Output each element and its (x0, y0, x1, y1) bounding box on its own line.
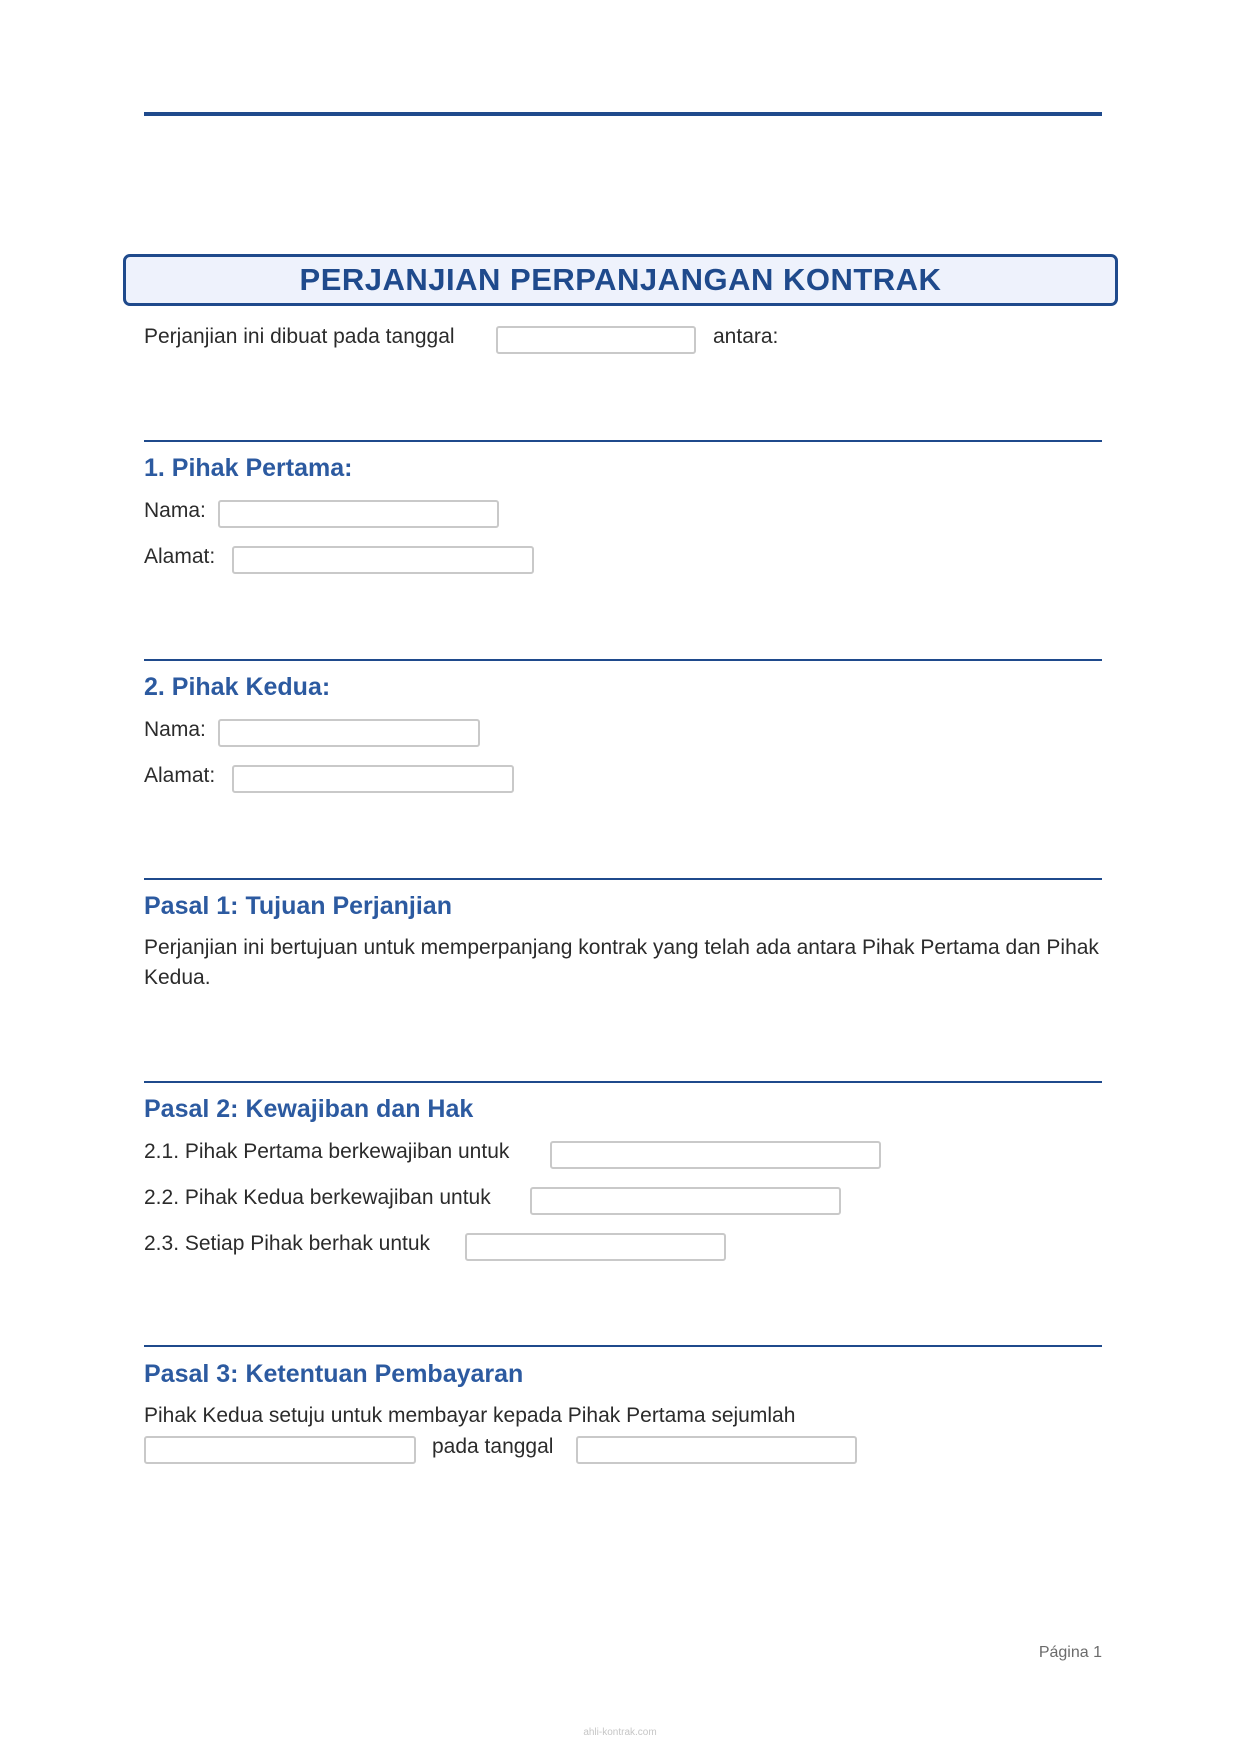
document-title: PERJANJIAN PERPANJANGAN KONTRAK (299, 262, 942, 297)
pasal3-text: Pihak Kedua setuju untuk membayar kepada Pihak Pertama sejumlah (144, 1404, 796, 1427)
party1-name-field[interactable] (218, 500, 499, 528)
party1-name-label: Nama: (144, 499, 206, 522)
party1-address-label: Alamat: (144, 545, 216, 568)
page-number: Página 1 (1038, 1644, 1102, 1661)
payment-date-label: pada tanggal (432, 1435, 554, 1458)
party2-heading: 2. Pihak Kedua: (144, 673, 331, 701)
pasal2-item1-label: 2.1. Pihak Pertama berkewajiban untuk (144, 1140, 510, 1163)
footer-url: ahli-kontrak.com (583, 1727, 657, 1738)
pasal2-item2-field[interactable] (530, 1187, 841, 1215)
agreement-date-field[interactable] (496, 326, 696, 354)
intro-text: Perjanjian ini dibuat pada tanggal (144, 325, 455, 348)
pasal1-text: Perjanjian ini bertujuan untuk memperpanjang kontrak yang telah ada antara Pihak Pertama dan Pihak Kedua. (144, 936, 1099, 989)
pasal2-item2-label: 2.2. Pihak Kedua berkewajiban untuk (144, 1186, 491, 1209)
payment-date-field[interactable] (576, 1436, 857, 1464)
title-box (123, 254, 1118, 306)
party1-heading: 1. Pihak Pertama: (144, 454, 353, 482)
section-divider (144, 878, 1102, 880)
pasal3-heading: Pasal 3: Ketentuan Pembayaran (144, 1360, 524, 1388)
party2-name-field[interactable] (218, 719, 480, 747)
section-divider (144, 1345, 1102, 1347)
pasal2-item3-label: 2.3. Setiap Pihak berhak untuk (144, 1232, 431, 1255)
pasal2-item3-field[interactable] (465, 1233, 726, 1261)
payment-amount-field[interactable] (144, 1436, 416, 1464)
party2-address-field[interactable] (232, 765, 514, 793)
section-divider (144, 1081, 1102, 1083)
party2-address-label: Alamat: (144, 764, 216, 787)
section-divider (144, 440, 1102, 442)
pasal2-item1-field[interactable] (550, 1141, 881, 1169)
section-divider (144, 659, 1102, 661)
top-divider (144, 112, 1102, 116)
pasal2-heading: Pasal 2: Kewajiban dan Hak (144, 1095, 474, 1123)
party2-name-label: Nama: (144, 718, 206, 741)
party1-address-field[interactable] (232, 546, 534, 574)
pasal1-heading: Pasal 1: Tujuan Perjanjian (144, 892, 452, 920)
intro-after-text: antara: (713, 325, 779, 348)
